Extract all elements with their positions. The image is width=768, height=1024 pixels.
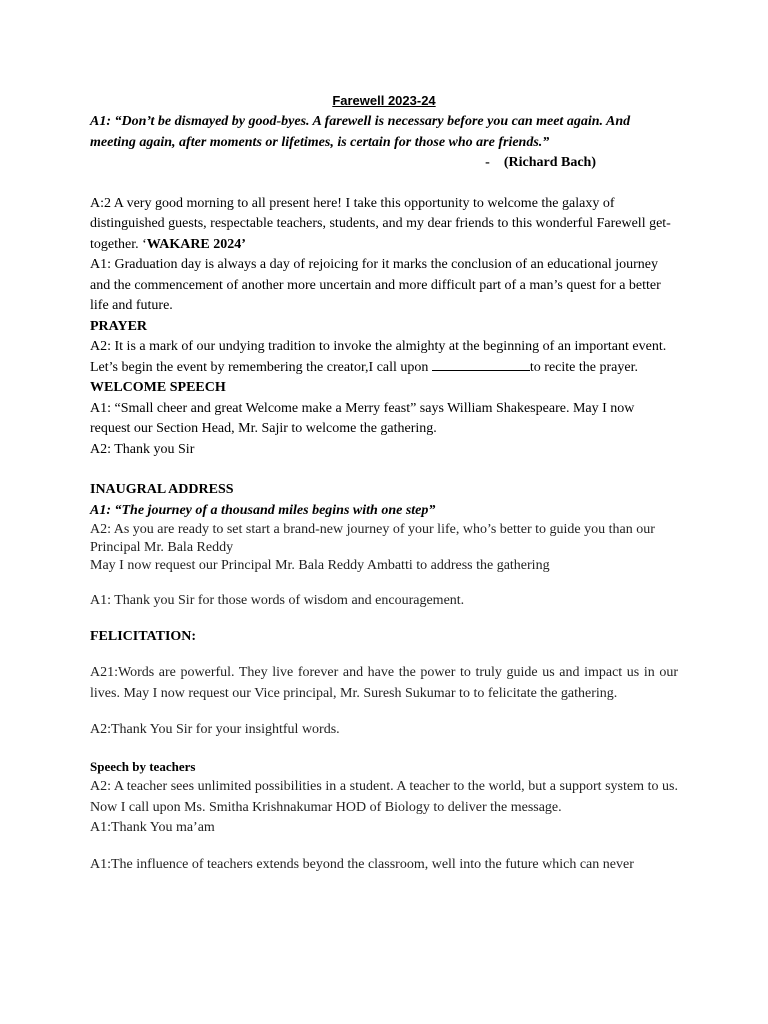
felicitation-heading: FELICITATION: xyxy=(90,628,197,644)
opening-quote: A1: “Don’t be dismayed by good-byes. A farewell is necessary before you can meet again. And meeting again, after moments or lifetimes, is certain for those who are friends.” xyxy=(90,114,631,150)
inaugural-thanks: A1: Thank you Sir for those words of wisdom and encouragement. xyxy=(90,593,465,608)
quote-dash: - xyxy=(485,155,490,170)
felicitation-thanks: A2:Thank You Sir for your insightful words. xyxy=(90,722,340,737)
inaugural-quote: A1: “The journey of a thousand miles begins with one step” xyxy=(90,502,436,518)
spacer xyxy=(90,575,678,591)
prayer-heading: PRAYER xyxy=(90,318,148,334)
quote-author: (Richard Bach) xyxy=(503,155,596,170)
prayer-text: A2: It is a mark of our undying tradition to invoke the almighty at the beginning of an important event. Let’s begin the event by remembering the creator,I call upon xyxy=(90,339,667,375)
spacer xyxy=(90,612,678,627)
prayer-text-end: to recite the prayer. xyxy=(529,359,638,375)
quote-attribution xyxy=(90,153,678,174)
welcome-paragraph: A1: “Small cheer and great Welcome make a Merry feast” says William Shakespeare. May I now request our Section Head, Mr. Sajir to welcome the gathering. xyxy=(90,400,635,436)
welcome-thanks: A2: Thank you Sir xyxy=(90,441,195,457)
document-title: Farewell 2023-24 xyxy=(332,93,436,108)
event-name: WAKARE 2024’ xyxy=(146,236,246,252)
teachers-paragraph: A2: A teacher sees unlimited possibilities in a student. A teacher to the world, but a support system to us. Now I call upon Ms. Smitha Krishnakumar HOD of Biology to deliver the message. xyxy=(90,779,678,815)
inaugural-paragraph: A2: As you are ready to set start a brand-new journey of your life, who’s better to guide you than our Principal Mr. Bala Reddy xyxy=(90,522,655,555)
inaugural-heading: INAUGRAL ADDRESS xyxy=(90,482,234,497)
teachers-heading: Speech by teachers xyxy=(90,758,196,774)
spacer xyxy=(90,174,678,194)
prayer-paragraph xyxy=(90,337,678,378)
inaugural-request: May I now request our Principal Mr. Bala Reddy Ambatti to address the gathering xyxy=(90,558,550,573)
document-body xyxy=(90,92,678,875)
teachers-thanks: A1:Thank You ma’am xyxy=(90,820,215,835)
graduation-paragraph: A1: Graduation day is always a day of rejoicing for it marks the conclusion of an educational journey and the commencement of another more uncertain and more difficult part of a man’s quest for a better life and future. xyxy=(90,257,661,313)
influence-paragraph: A1:The influence of teachers extends beyond the classroom, well into the future which can never xyxy=(90,856,634,872)
felicitation-paragraph: A21:Words are powerful. They live forever and have the power to truly guide us and impact us in our lives. May I now request our Vice principal, Mr. Suresh Sukumar to to felicitate the gathering. xyxy=(90,665,678,701)
intro-text: A:2 A very good morning to all present here! I take this opportunity to welcome the galaxy of distinguished guests, respectable teachers, students, and my dear friends to this wonderful Farewell get-together. ‘ xyxy=(90,195,671,252)
spacer xyxy=(90,460,678,480)
welcome-heading: WELCOME SPEECH xyxy=(90,380,226,395)
spacer xyxy=(90,839,678,855)
name-blank xyxy=(432,358,530,371)
spacer xyxy=(90,704,678,720)
intro-paragraph xyxy=(90,194,678,256)
spacer xyxy=(90,647,678,663)
spacer xyxy=(90,741,678,757)
